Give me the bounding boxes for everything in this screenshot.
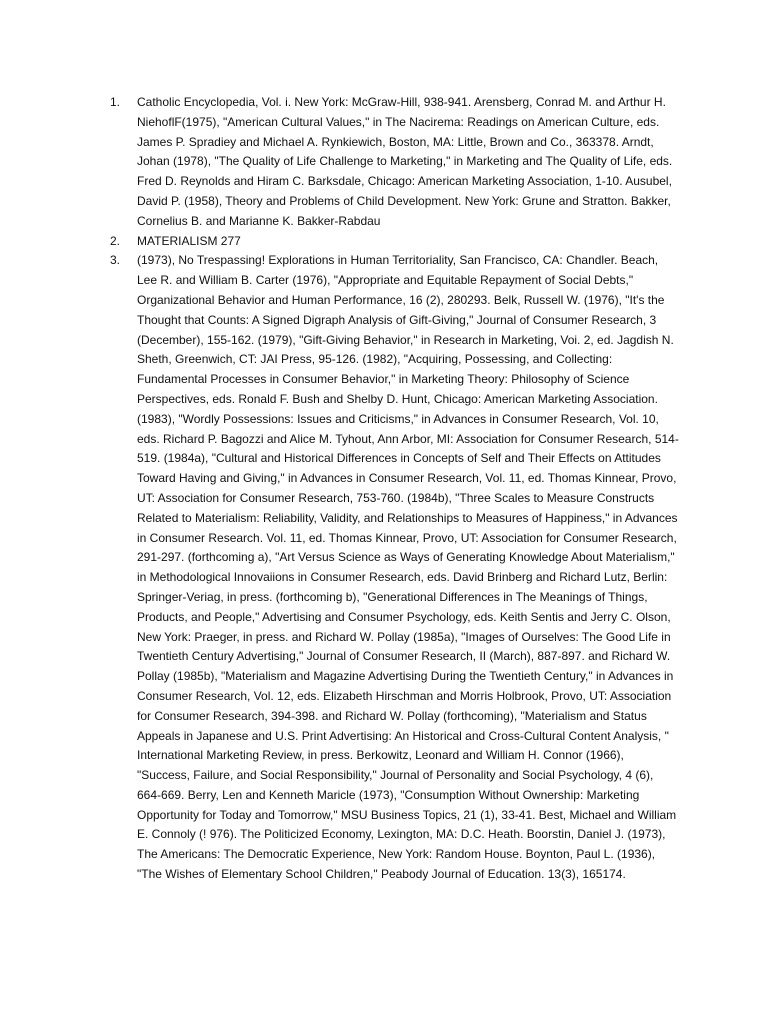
reference-text: (1973), No Trespassing! Explorations in Human Territoriality, San Francisco, CA: Chandler. Beach, Lee R. and William B. Carter (1976), "Appropriate and Equitable Repayment of Social Debts," Organizational Behavior and Human Performance, 16 (2), 280293. Belk, Russell W. (1976), "It's the Thought that Counts: A Signed Digraph Analysis of Gift-Giving," Journal of Consumer Research, 3 (December), 155-162. (1979), "Gift-Giving Behavior," in Research in Marketing, Voi. 2, ed. Jagdish N. Sheth, Greenwich, CT: JAI Press, 95-126. (1982), "Acquiring, Possessing, and Collecting: Fundamental Processes in Consumer Behavior," in Marketing Theory: Philosophy of Science Perspectives, eds. Ronald F. Bush and Shelby D. Hunt, Chicago: American Marketing Association. (1983), "Wordly Possessions: Issues and Criticisms," in Advances in Consumer Research, Vol. 10, eds. Richard P. Bagozzi and Alice M. Tyhout, Ann Arbor, MI: Association for Consumer Research, 514-519. (1984a), "Cultural and Historical Differences in Concepts of Self and Their Effects on Attitudes Toward Having and Giving," in Advances in Consumer Research, Vol. 11, ed. Thomas Kinnear, Provo, UT: Association for Consumer Research, 753-760. (1984b), "Three Scales to Measure Constructs Related to Materialism: Reliability, Validity, and Relationships to Measures of Happiness," in Advances in Consumer Research. Vol. 11, ed. Thomas Kinnear, Provo, UT: Association for Consumer Research, 291-297. (forthcoming a), "Art Versus Science as Ways of Generating Knowledge About Materialism," in Methodological Innovaiions in Consumer Research, eds. David Brinberg and Richard Lutz, Berlin: Springer-Veriag, in press. (forthcoming b), "Generational Differences in The Meanings of Things, Products, and People," Advertising and Consumer Psychology, eds. Keith Sentis and Jerry C. Olson, New York: Praeger, in press. and Richard W. Pollay (1985a), "Images of Ourselves: The Good Life in Twentieth Century Advertising," Journal of Consumer Research, II (March), 887-897. and Richard W. Pollay (1985b), "Materialism and Magazine Advertising During the Twentieth Century," in Advances in Consumer Research, Vol. 12, eds. Elizabeth Hirschman and Morris Holbrook, Provo, UT: Association for Consumer Research, 394-398. and Richard W. Pollay (forthcoming), "Materialism and Status Appeals in Japanese and U.S. Print Advertising: An Historical and Cross-Cultural Content Analysis, " International Marketing Review, in press. Berkowitz, Leonard and William H. Connor (1966), "Success, Failure, and Social Responsibility," Journal of Personality and Social Psychology, 4 (6), 664-669. Berry, Len and Kenneth Maricle (1973), "Consumption Without Ownership: Marketing Opportunity for Today and Tomorrow," MSU Business Topics, 21 (1), 33-41. Best, Michael and William E. Connoly (! 976). The Politicized Economy, Lexington, MA: D.C. Heath. Boorstin, Daniel J. (1973), The Americans: The Democratic Experience, New York: Random House. Boynton, Paul L. (1936), "The Wishes of Elementary School Children," Peabody Journal of Education. 13(3), 165174. <box>137 253 679 882</box>
reference-item <box>110 93 680 232</box>
reference-text: MATERIALISM 277 <box>137 233 241 248</box>
reference-text: Catholic Encyclopedia, Vol. i. New York: McGraw-Hill, 938-941. Arensberg, Conrad M. and Arthur H. NiehoflF(1975), "American Cultural Values," in The Nacirema: Readings on American Culture, eds. James P. Spradiey and Michael A. Rynkiewich, Boston, MA: Little, Brown and Co., 363378. Arndt, Johan (1978), "The Quality of Life Challenge to Marketing," in Marketing and The Quality of Life, eds. Fred D. Reynolds and Hiram C. Barksdale, Chicago: American Marketing Association, 1-10. Ausubel, David P. (1958), Theory and Problems of Child Development. New York: Grune and Stratton. Bakker, Cornelius B. and Marianne K. Bakker-Rabdau <box>137 95 673 228</box>
reference-number: 2. <box>110 233 121 248</box>
reference-item <box>110 232 680 252</box>
reference-number: 3. <box>110 253 121 268</box>
reference-list <box>110 93 680 885</box>
reference-number: 1. <box>110 95 121 109</box>
reference-item <box>110 251 680 885</box>
